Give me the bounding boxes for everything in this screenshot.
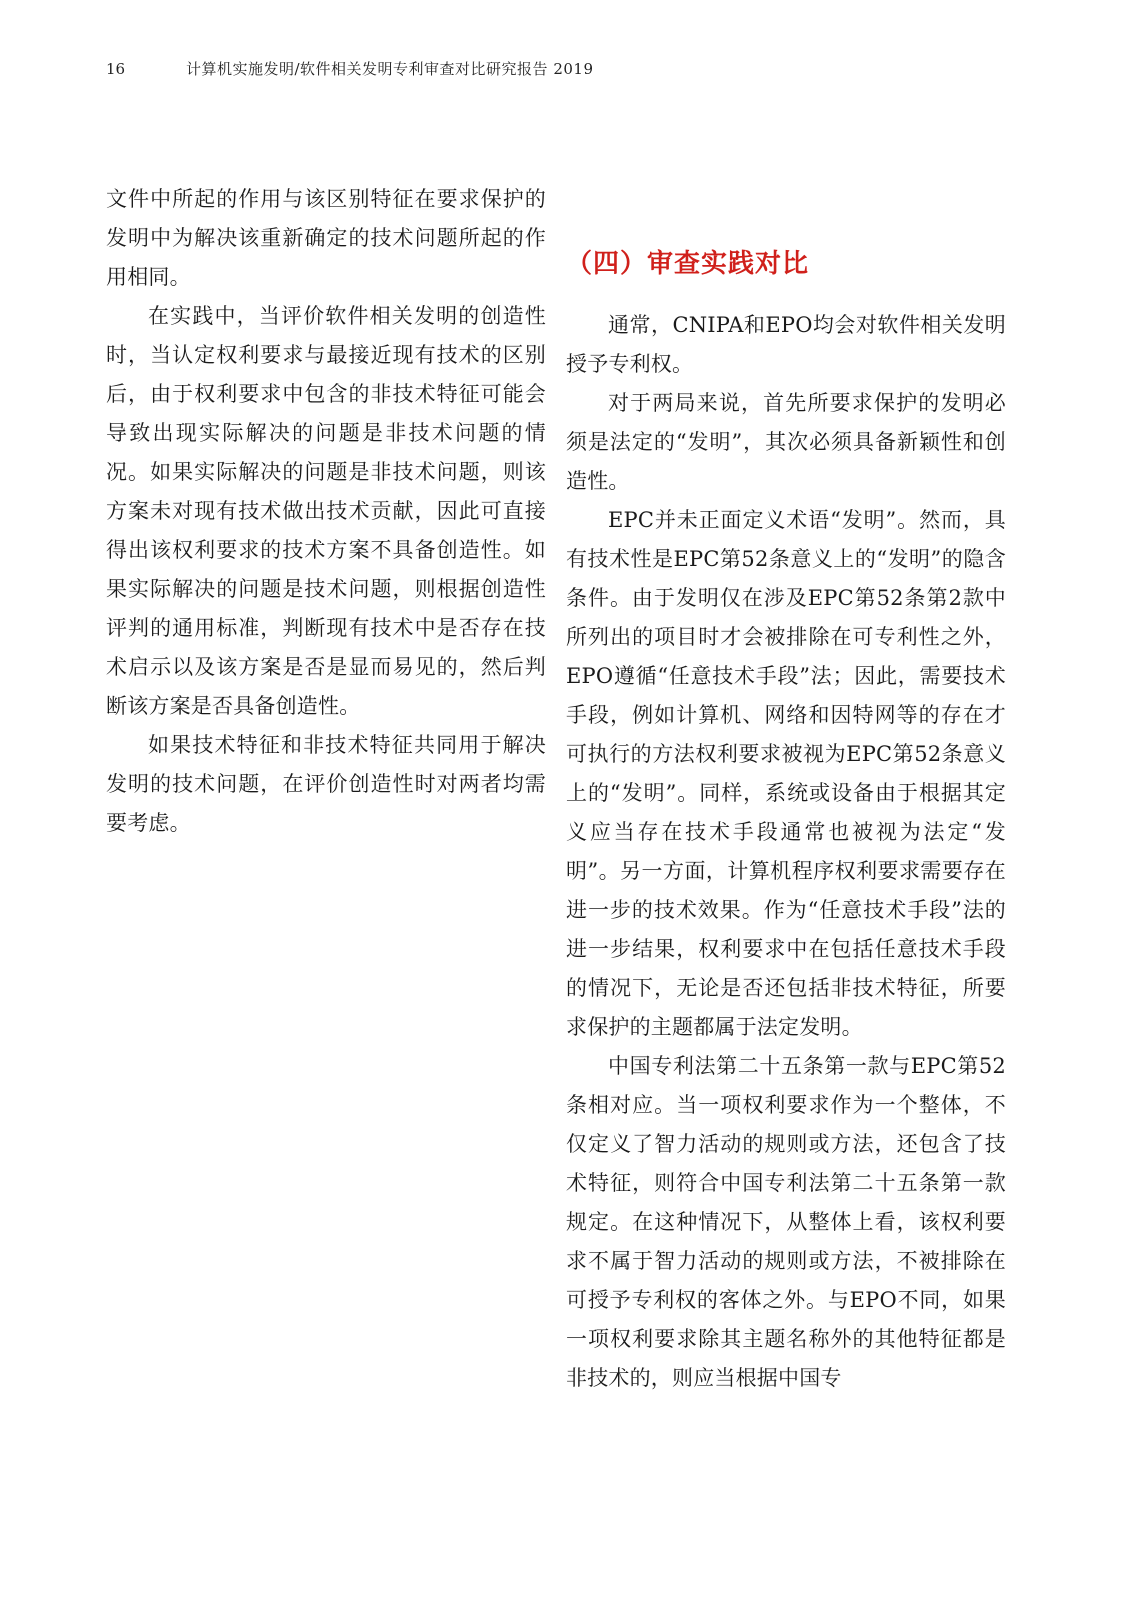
- paragraph: 在实践中，当评价软件相关发明的创造性时，当认定权利要求与最接近现有技术的区别后，由于权利要求中包含的非技术特征可能会导致出现实际解决的问题是非技术问题的情况。如果实际解决的问题是非技术问题，则该方案未对现有技术做出技术贡献，因此可直接得出该权利要求的技术方案不具备创造性。如果实际解决的问题是技术问题，则根据创造性评判的通用标准，判断现有技术中是否存在技术启示以及该方案是否是显而易见的，然后判断该方案是否具备创造性。: [106, 304, 546, 718]
- left-column: [106, 180, 546, 843]
- section-heading: （四）审查实践对比: [566, 249, 810, 279]
- paragraph: 中国专利法第二十五条第一款与EPC第52条相对应。当一项权利要求作为一个整体，不仅定义了智力活动的规则或方法，还包含了技术特征，则符合中国专利法第二十五条第一款规定。在这种情况下，从整体上看，该权利要求不属于智力活动的规则或方法，不被排除在可授予专利权的客体之外。与EPO不同，如果一项权利要求除其主题名称外的其他特征都是非技术的，则应当根据中国专: [566, 1054, 1006, 1390]
- paragraph: 通常，CNIPA和EPO均会对软件相关发明授予专利权。: [566, 313, 1006, 376]
- right-column: [566, 180, 1006, 1398]
- paragraph: 对于两局来说，首先所要求保护的发明必须是法定的“发明”，其次必须具备新颖性和创造性。: [566, 391, 1006, 493]
- paragraph: EPC并未正面定义术语“发明”。然而，具有技术性是EPC第52条意义上的“发明”的隐含条件。由于发明仅在涉及EPC第52条第2款中所列出的项目时才会被排除在可专利性之外，EPO遵循“任意技术手段”法；因此，需要技术手段，例如计算机、网络和因特网等的存在才可执行的方法权利要求被视为EPC第52条意义上的“发明”。同样，系统或设备由于根据其定义应当存在技术手段通常也被视为法定“发明”。另一方面，计算机程序权利要求需要存在进一步的技术效果。作为“任意技术手段”法的进一步结果，权利要求中在包括任意技术手段的情况下，无论是否还包括非技术特征，所要求保护的主题都属于法定发明。: [566, 508, 1006, 1039]
- header-title: 计算机实施发明/软件相关发明专利审查对比研究报告 2019: [186, 60, 594, 78]
- paragraph: 文件中所起的作用与该区别特征在要求保护的发明中为解决该重新确定的技术问题所起的作用相同。: [106, 187, 546, 289]
- running-header: [106, 58, 594, 80]
- paragraph: 如果技术特征和非技术特征共同用于解决发明的技术问题，在评价创造性时对两者均需要考虑。: [106, 733, 546, 835]
- page-number: 16: [106, 60, 126, 78]
